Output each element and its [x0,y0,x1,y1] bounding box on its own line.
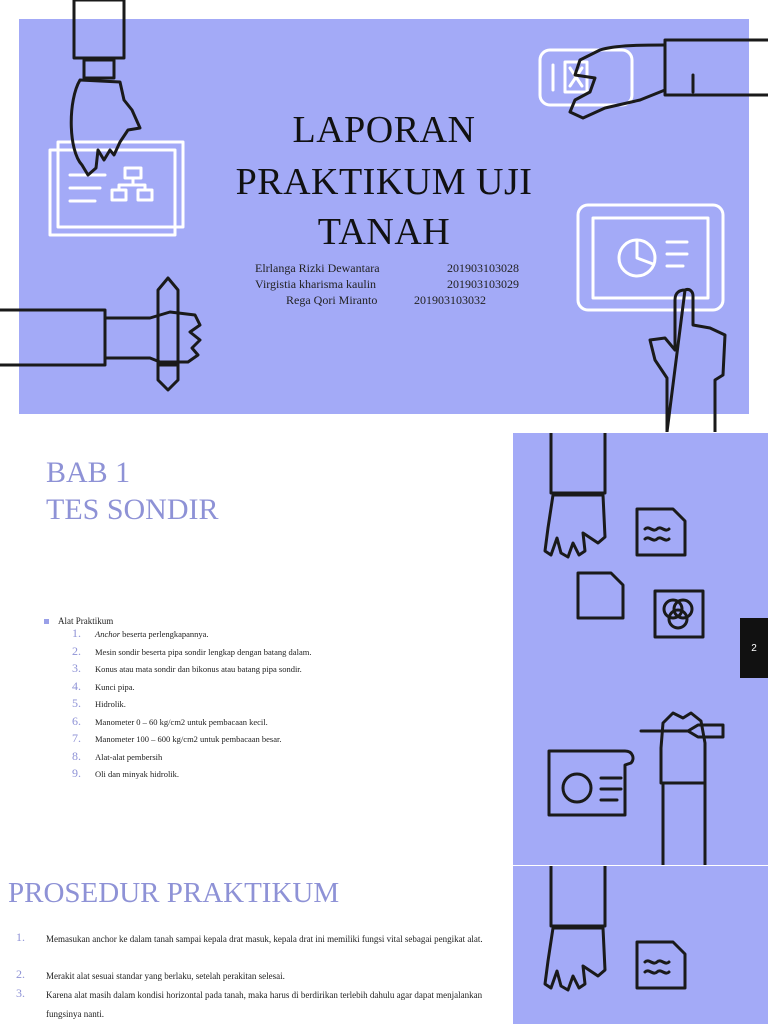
prosedur-slide: PROSEDUR PRAKTIKUM 1. Memasukan anchor ke dalam tanah sampai kepala drat masuk, kepala drat ini memiliki fungsi vital sebagai pengikat alat. 2. Merakit alat sesuai standar yang berlaku, setelah perakitan selesai. 3. Karena alat masih dalam kondisi horizontal pada tanah, maka harus di berdirikan terlebih dahulu agar dapat menjalankan fungsinya nanti. [0,866,768,1024]
hand-pencil-icon [0,270,220,400]
bab-heading: BAB 1 [46,456,131,489]
bab1-slide: BAB 1 TES SONDIR Alat Praktikum 1. Anchor beserta perlengkapannya. 2. Mesin sondir beserta pipa sondir lengkap dengan batang dalam. 3. Konus atau mata sondir dan bikonus atau batang pipa sondir. 4. Kunci pipa. 5. Hidrolik. 6. Manometer 0 – 60 kg/cm2 untuk pembacaan kecil. 7. Manometer 100 – 600 kg/cm2 untuk pembacaan besar. 8. Alat-alat pembersih 9. Oli dan minyak hidrolik. 2 [0,433,768,865]
author-id-2: 201903103029 [447,277,519,291]
bullet-square-icon [44,619,49,624]
title-line-3: TANAH [317,211,451,253]
decorative-panel-bottom [513,866,768,1024]
author-id-1: 201903103028 [447,261,519,275]
prosedur-title: PROSEDUR PRAKTIKUM [8,877,340,909]
title-slide [0,0,768,432]
decorative-panel [513,433,768,865]
author-name-3: Rega Qori Miranto [286,293,378,307]
bab-subheading: TES SONDIR [46,493,219,526]
author-id-3: 201903103032 [414,293,486,307]
title-line-1: LAPORAN [292,109,476,151]
author-name-2: Virgistia kharisma kaulin [255,277,377,291]
hands-documents-icon [513,433,768,865]
page-number-badge: 2 [740,618,768,678]
section-label: Alat Praktikum [44,616,113,626]
title-line-2: PRAKTIKUM UJI [235,161,533,203]
author-name-1: Elrlanga Rizki Dewantara [255,261,380,275]
hand-document-icon [513,866,768,1024]
